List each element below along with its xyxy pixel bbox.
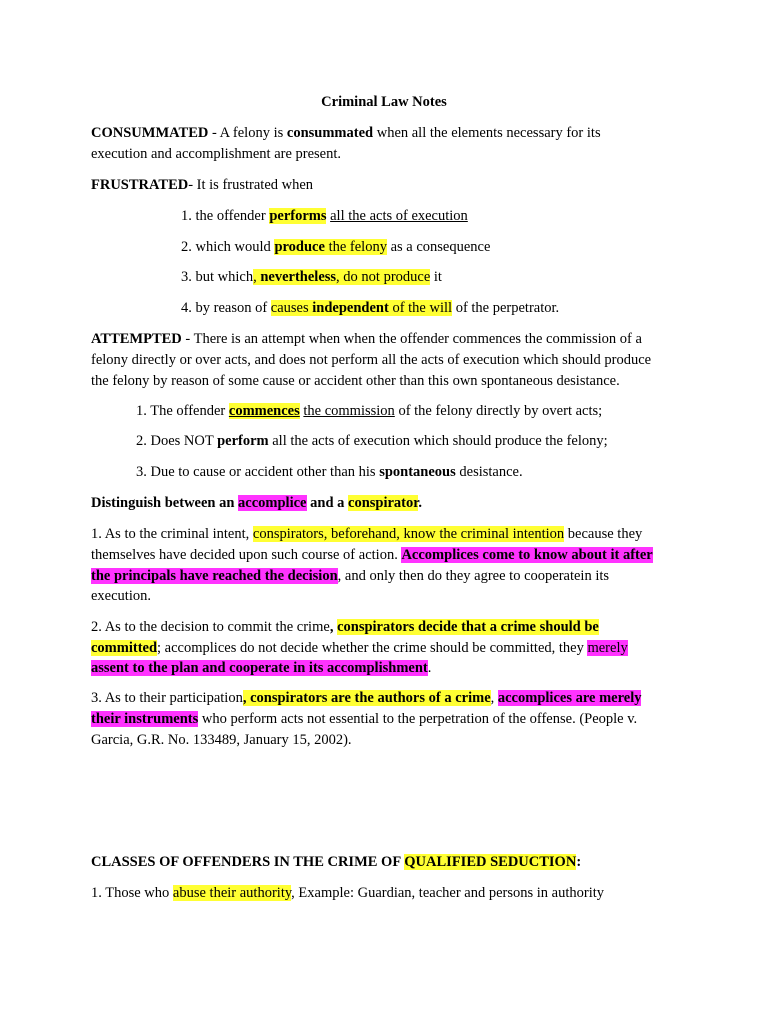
highlight-yellow: conspirators, beforehand, know the criminal intention (252, 526, 565, 542)
text: Due to cause or accident other than his (146, 464, 380, 480)
highlight-yellow: performs (269, 208, 327, 224)
highlight-yellow: conspirator (348, 495, 419, 511)
item-number: 2. (181, 239, 192, 255)
text: when all the elements necessary for its (373, 125, 601, 141)
frustrated-term: FRUSTRATED (91, 177, 189, 193)
text: The offender (146, 403, 229, 419)
highlight-magenta: assent to the plan and cooperate in its accomplishment (91, 660, 428, 676)
text: Does NOT (146, 433, 218, 449)
frustrated-item-3 (181, 267, 442, 287)
text: by reason of (191, 300, 271, 316)
p3-line-1 (91, 688, 641, 708)
attempted-item-3 (136, 462, 523, 482)
item-number: 1. (181, 208, 192, 224)
text: which would (191, 239, 275, 255)
bold-text: , (329, 619, 338, 635)
highlight-yellow: , do not produce (336, 269, 431, 285)
item-number: 3. (136, 464, 147, 480)
attempted-line-3: the felony by reason of some cause or accident other than this own spontaneous desistance. (91, 373, 620, 389)
text: and a (306, 495, 349, 511)
frustrated-item-4 (181, 298, 559, 318)
item-number: 4. (181, 300, 192, 316)
distinguish-heading (91, 493, 422, 513)
p1-line-1 (91, 524, 642, 544)
classes-heading (91, 852, 581, 872)
p2-line-1 (91, 617, 599, 637)
text: the offender (191, 208, 270, 224)
attempted-item-1 (136, 401, 602, 421)
text: - There is an attempt when when the offender commences the commission of a (181, 331, 642, 347)
highlight-yellow: nevertheless (260, 269, 337, 285)
underlined-text: all the acts of execution (330, 208, 468, 224)
highlight-yellow: produce (274, 239, 325, 255)
bold-text: perform (217, 433, 269, 449)
consummated-term: CONSUMMATED (91, 125, 209, 141)
text: because they (564, 526, 643, 542)
highlight-yellow: of the will (388, 300, 453, 316)
highlight-yellow: abuse their authority (172, 885, 292, 901)
text: 2. As to the decision to commit the crime (91, 619, 330, 635)
text: Distinguish between an (91, 495, 239, 511)
text: ; accomplices do not decide whether the crime should be committed, they (157, 640, 588, 656)
highlight-magenta: accomplices are merely (497, 690, 642, 706)
p3-line-2 (91, 709, 637, 729)
highlight-magenta: merely (587, 640, 628, 656)
item-number: 2. (136, 433, 147, 449)
highlight-yellow: QUALIFIED SEDUCTION (404, 854, 577, 870)
text: desistance. (455, 464, 523, 480)
consummated-line-1 (91, 123, 601, 143)
p1-line-4: execution. (91, 588, 151, 604)
highlight-yellow: , conspirators are the authors of a crime (242, 690, 491, 706)
text: all the acts of execution which should produce the felony; (268, 433, 608, 449)
p1-line-2 (91, 545, 653, 565)
highlight-yellow: , (253, 269, 261, 285)
text: 3. As to their participation (91, 690, 243, 706)
p1-line-3 (91, 566, 609, 586)
text: CLASSES OF OFFENDERS IN THE CRIME OF (91, 854, 405, 870)
highlight-yellow: the felony (324, 239, 387, 255)
text: . (418, 495, 422, 511)
text: , Example: Guardian, teacher and persons in authority (291, 885, 605, 901)
item-number: 3. (181, 269, 192, 285)
attempted-item-2 (136, 431, 608, 451)
classes-item-1 (91, 883, 604, 903)
p3-line-3: Garcia, G.R. No. 133489, January 15, 2002). (91, 732, 352, 748)
text: who perform acts not essential to the perpetration of the offense. (People v. (198, 711, 638, 727)
highlight-yellow: commences (228, 403, 300, 419)
highlight-magenta: their instruments (91, 711, 199, 727)
text: as a consequence (386, 239, 491, 255)
consummated-line-2: execution and accomplishment are present. (91, 146, 342, 162)
text: , (490, 690, 498, 706)
text: 1. Those who (91, 885, 173, 901)
highlight-yellow: independent (312, 300, 389, 316)
bold-text: consummated (286, 125, 374, 141)
text: - It is frustrated when (188, 177, 314, 193)
underlined-text: the commission (303, 403, 395, 419)
frustrated-line (91, 175, 313, 195)
text: , and only then do they agree to cooperatein its (337, 568, 610, 584)
text: : (576, 854, 582, 870)
text: of the felony directly by overt acts; (394, 403, 603, 419)
item-number: 1. (136, 403, 147, 419)
attempted-line-1 (91, 329, 642, 349)
text: of the perpetrator. (452, 300, 560, 316)
text: but which (191, 269, 254, 285)
highlight-yellow: causes (270, 300, 313, 316)
frustrated-item-2 (181, 237, 490, 257)
text: it (430, 269, 442, 285)
highlight-magenta: the principals have reached the decision (91, 568, 338, 584)
text: . (427, 660, 432, 676)
page-title: Criminal Law Notes (321, 94, 447, 110)
frustrated-item-1 (181, 206, 468, 226)
p2-line-2 (91, 638, 628, 658)
text: - A felony is (208, 125, 287, 141)
attempted-term: ATTEMPTED (91, 331, 182, 347)
bold-text: spontaneous (379, 464, 456, 480)
p2-line-3 (91, 658, 431, 678)
highlight-yellow: conspirators decide that a crime should be (337, 619, 599, 635)
highlight-magenta: Accomplices come to know about it after (401, 547, 653, 563)
text: themselves have decided upon such course of action. (91, 547, 402, 563)
text: 1. As to the criminal intent, (91, 526, 253, 542)
highlight-yellow: committed (91, 640, 158, 656)
attempted-line-2: felony directly or over acts, and does not perform all the acts of execution which should produce (91, 352, 652, 368)
highlight-magenta: accomplice (238, 495, 307, 511)
